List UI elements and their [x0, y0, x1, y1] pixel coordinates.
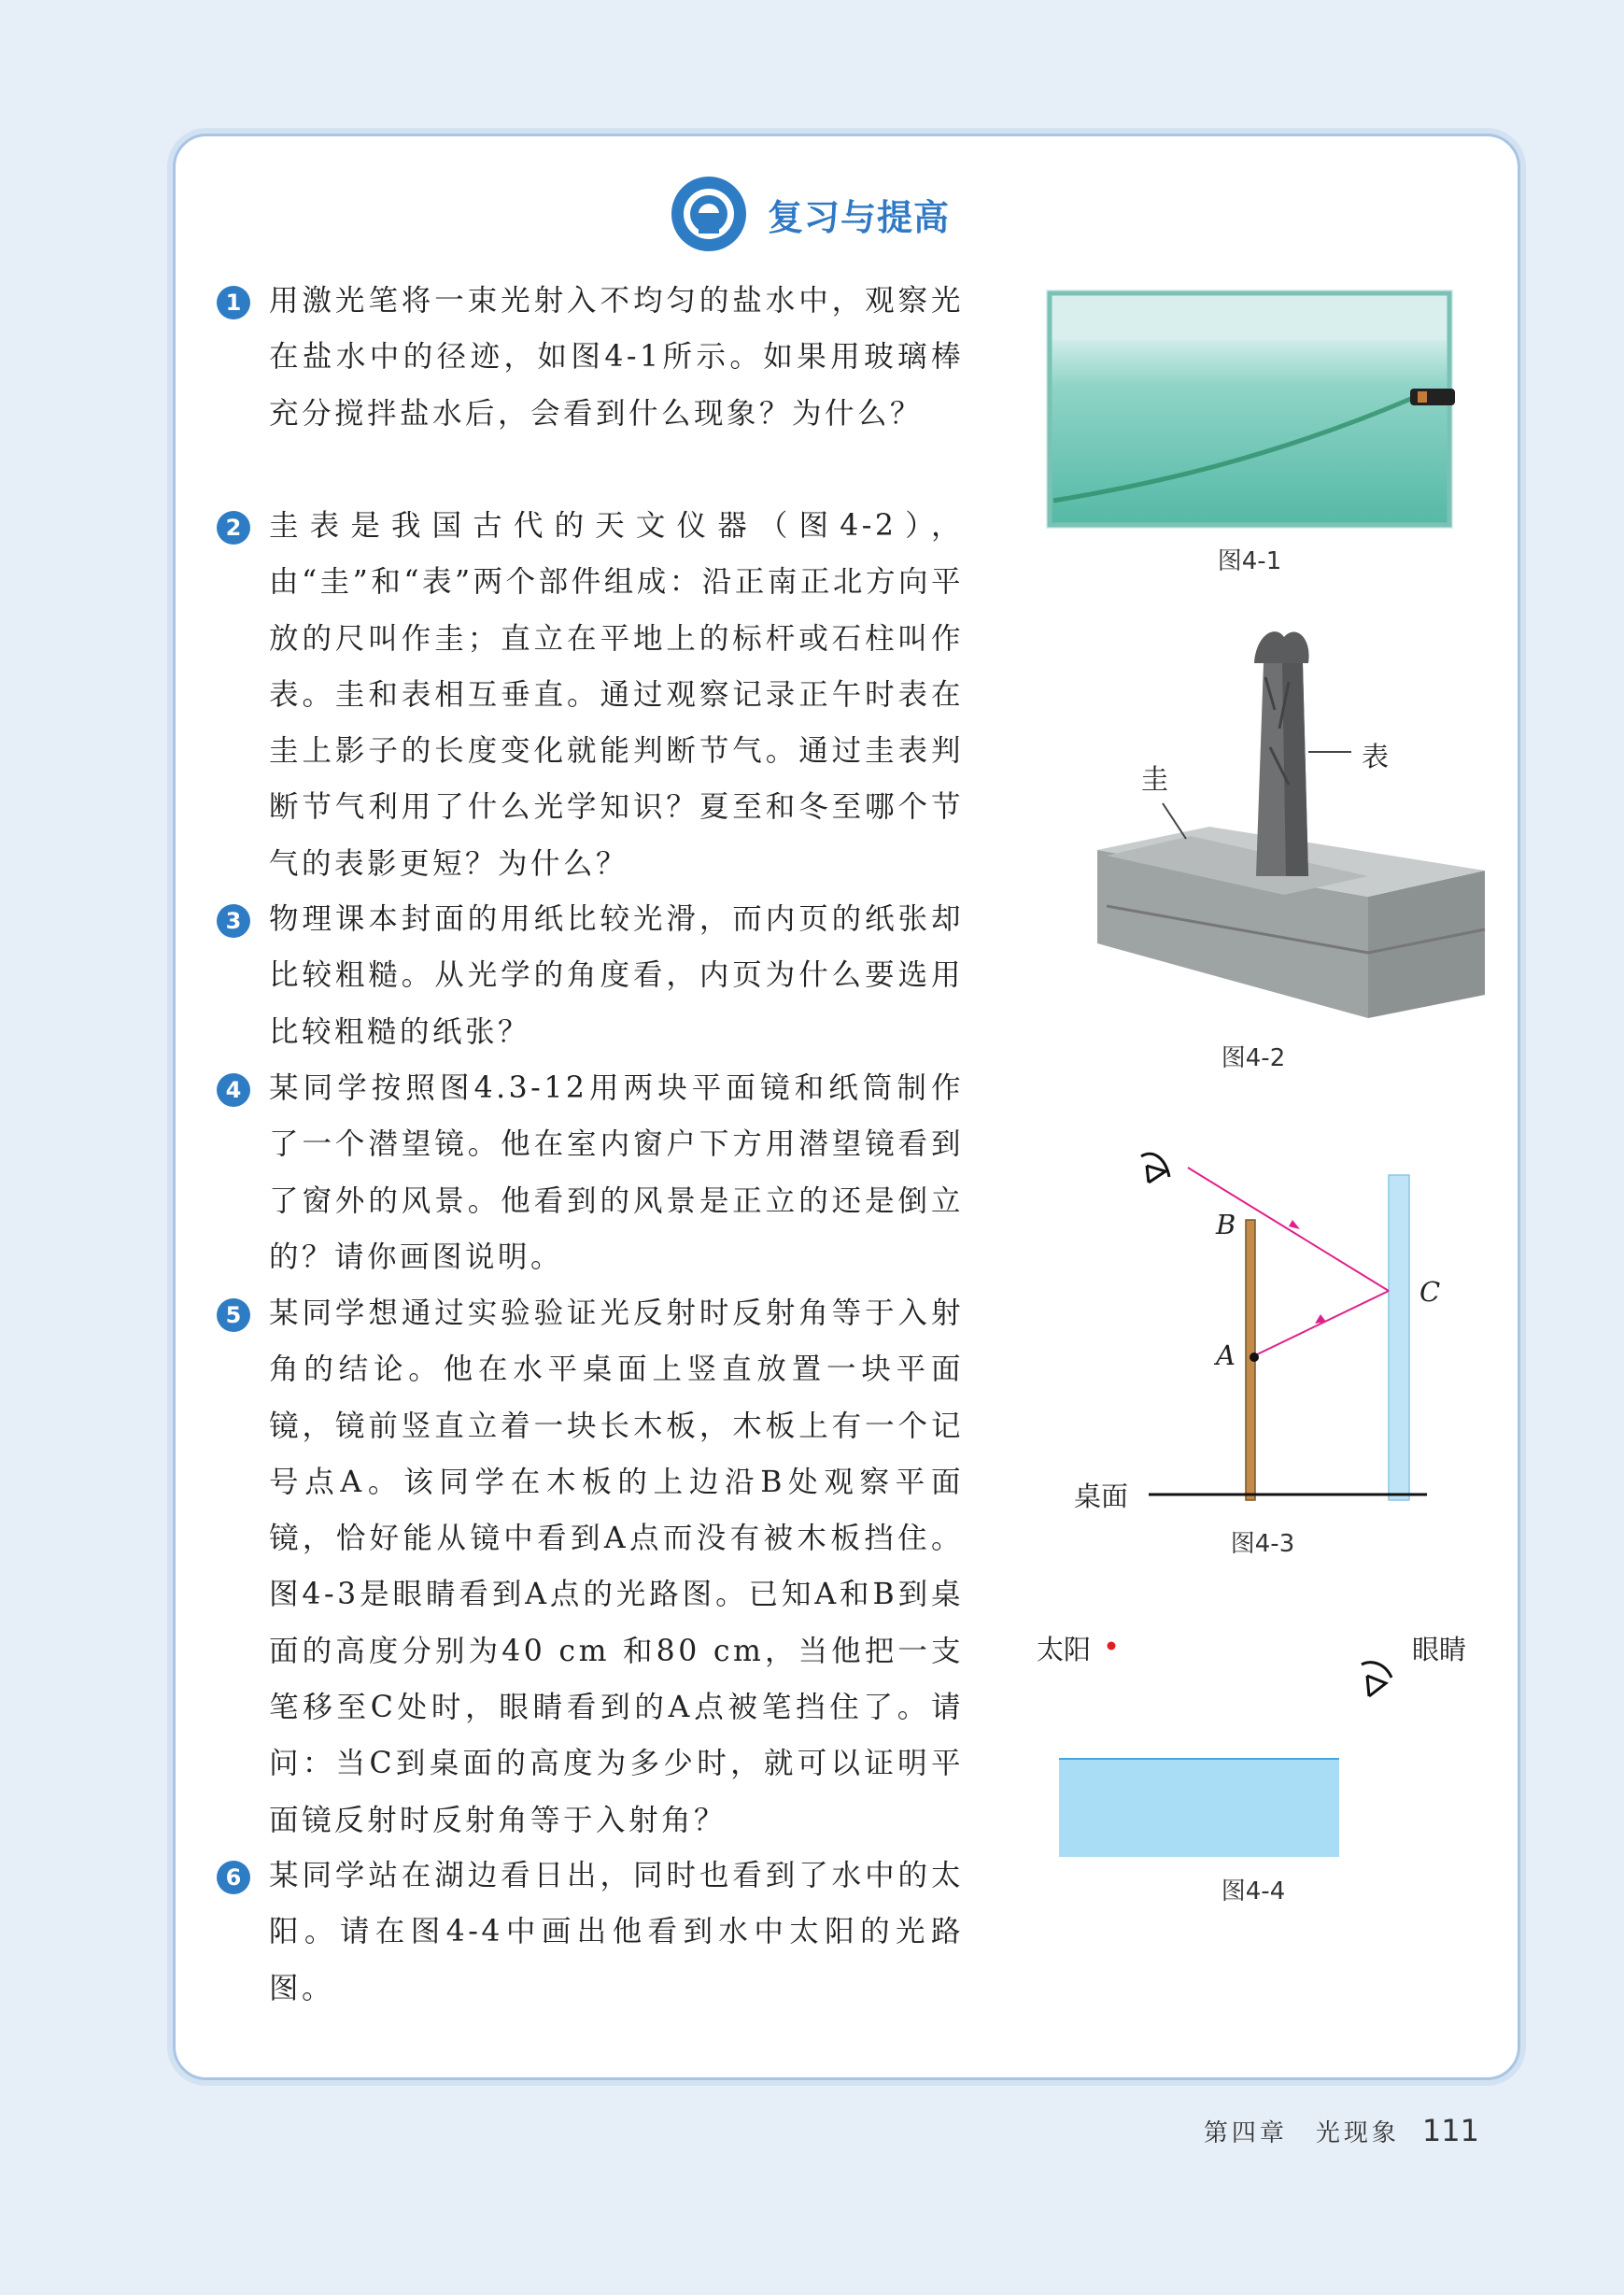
question-text: 某同学按照图4.3-12用两块平面镜和纸筒制作了一个潜望镜。他在室内窗户下方用潜望镜看到了窗外的风景。他看到的风景是正立的还是倒立的？请你画图说明。 [269, 1071, 964, 1274]
figure-4-2-caption: 图4-2 [1221, 1044, 1286, 1072]
figure-4-2-illustration [1088, 626, 1499, 1027]
question-text: 圭表是我国古代的天文仪器（图4-2），由“圭”和“表”两个部件组成：沿正南正北方向平放的尺叫作圭；直立在平地上的标杆或石柱叫作表。圭和表相互垂直。通过观察记录正午时表在圭上影子的长度变化就能判断节气。通过圭表判断节气利用了什么光学知识？夏至和冬至哪个节气的表影更短？为什么？ [269, 509, 964, 881]
question-6 [217, 1848, 964, 2017]
figure-4-3-label-a: A [1216, 1339, 1236, 1371]
question-text: 某同学站在湖边看日出，同时也看到了水中的太阳。请在图4-4中画出他看到水中太阳的光路图。 [269, 1859, 964, 2005]
figure-4-1-illustration [1044, 288, 1455, 531]
eye-icon [1354, 1659, 1401, 1707]
figure-4-2-label-gui: 圭 [1141, 763, 1169, 795]
question-number: 4 [217, 1073, 250, 1107]
question-2 [217, 498, 964, 891]
question-number: 6 [217, 1861, 250, 1894]
question-1 [217, 273, 964, 498]
target-icon [671, 176, 747, 252]
figure-4-3-caption: 图4-3 [1230, 1530, 1295, 1558]
question-text: 某同学想通过实验验证光反射时反射角等于入射角的结论。他在水平桌面上竖直放置一块平面镜，镜前竖直立着一块长木板，木板上有一个记号点A。该同学在木板的上边沿B处观察平面镜，恰好能从镜中看到A点而没有被木板挡住。图4-3是眼睛看到A点的光路图。已知A和B到桌面的高度分别为40 cm 和80 cm，当他把一支笔移至C处时，眼睛看到的A点被笔挡住了。请问：当C到桌面的高度为多少时，就可以证明平面镜反射时反射角等于入射角？ [269, 1296, 964, 1837]
page-footer [1204, 2113, 1479, 2148]
eye-icon [1141, 1154, 1169, 1183]
lake-water [1059, 1758, 1339, 1857]
question-number: 3 [217, 904, 250, 938]
figure-4-4-caption: 图4-4 [1221, 1877, 1286, 1905]
question-3 [217, 891, 964, 1060]
question-number: 2 [217, 511, 250, 545]
figure-4-3-label-b: B [1216, 1209, 1236, 1240]
question-text: 用激光笔将一束光射入不均匀的盐水中，观察光在盐水中的径迹，如图4-1所示。如果用玻璃棒充分搅拌盐水后，会看到什么现象？为什么？ [269, 284, 964, 431]
figure-4-3-illustration [1121, 1130, 1457, 1504]
chapter-label: 第四章 光现象 [1203, 2119, 1400, 2147]
figure-4-3-label-desk: 桌面 [1074, 1480, 1129, 1512]
question-text: 物理课本封面的用纸比较光滑，而内页的纸张却比较粗糙。从光学的角度看，内页为什么要选用比较粗糙的纸张？ [269, 902, 964, 1049]
section-header [671, 172, 950, 256]
question-5 [217, 1285, 964, 1848]
figure-4-3-label-c: C [1419, 1276, 1441, 1308]
question-number: 5 [217, 1298, 250, 1332]
figure-4-1-caption: 图4-1 [1217, 547, 1282, 575]
figure-4-2-label-biao: 表 [1362, 741, 1390, 772]
sun-dot [1106, 1640, 1117, 1651]
page-number: 111 [1421, 2113, 1479, 2148]
figure-4-4-label-eye: 眼睛 [1412, 1634, 1467, 1665]
question-number: 1 [217, 286, 250, 319]
section-title: 复习与提高 [768, 196, 951, 238]
figure-4-4-label-sun: 太阳 [1037, 1634, 1092, 1665]
question-4 [217, 1060, 964, 1285]
question-list [217, 273, 964, 2017]
